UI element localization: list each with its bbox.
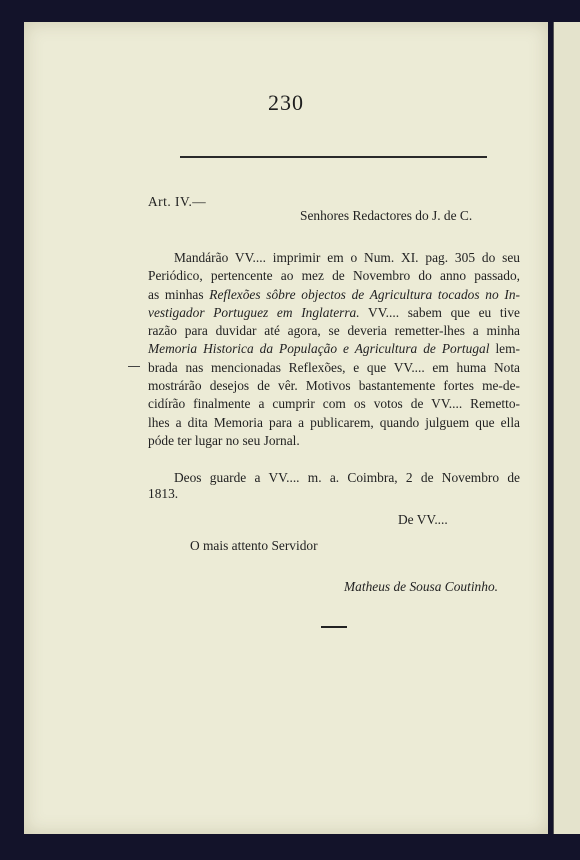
body-line: Mandárão VV.... imprimir em o Num. XI. pag. 305 do seu (174, 250, 520, 265)
closing-year: 1813. (148, 486, 179, 501)
body-line: razão para duvidar até agora, se deveria remetter-lhes a minha (148, 323, 520, 339)
footer-rule (321, 626, 347, 628)
body-line: póde ter lugar no seu Jornal. (148, 432, 300, 448)
margin-mark (128, 366, 140, 367)
adjacent-page-edge (553, 22, 580, 834)
letter-body (148, 250, 520, 451)
body-line: Memoria Historica da População e Agricultura de Portugal lem- (148, 341, 520, 357)
signature: Matheus de Sousa Coutinho. (344, 579, 498, 594)
servidor-line: O mais attento Servidor (190, 538, 318, 553)
body-line: brada nas mencionadas Reflexões, e que VV.... em huma Nota (148, 359, 520, 375)
body-line: lhes a dita Memoria para a publicarem, quando julguem que ella (148, 414, 520, 430)
article-heading: Art. IV.— (148, 194, 207, 209)
body-line: vestigador Portuguez em Inglaterra. VV.... sabem que eu tive (148, 304, 520, 320)
body-line: as minhas Reflexões sôbre objectos de Agricultura tocados no In- (148, 286, 520, 302)
body-line: Periódico, pertencente ao mez de Novembro do anno passado, (148, 268, 520, 284)
closing (148, 470, 520, 502)
body-line: cidírão finalmente a cumprir com os votos de VV.... Remetto- (148, 396, 520, 412)
body-line: mostrárão desejos de vêr. Motivos bastantemente fortes me-de- (148, 378, 520, 394)
book-page (24, 22, 548, 834)
salutation: Senhores Redactores do J. de C. (300, 208, 473, 223)
de-vv: De VV.... (398, 512, 448, 527)
closing-line: Deos guarde a VV.... m. a. Coimbra, 2 de Novembro de (174, 470, 520, 485)
page-number: 230 (268, 90, 304, 115)
header-rule (180, 156, 487, 158)
